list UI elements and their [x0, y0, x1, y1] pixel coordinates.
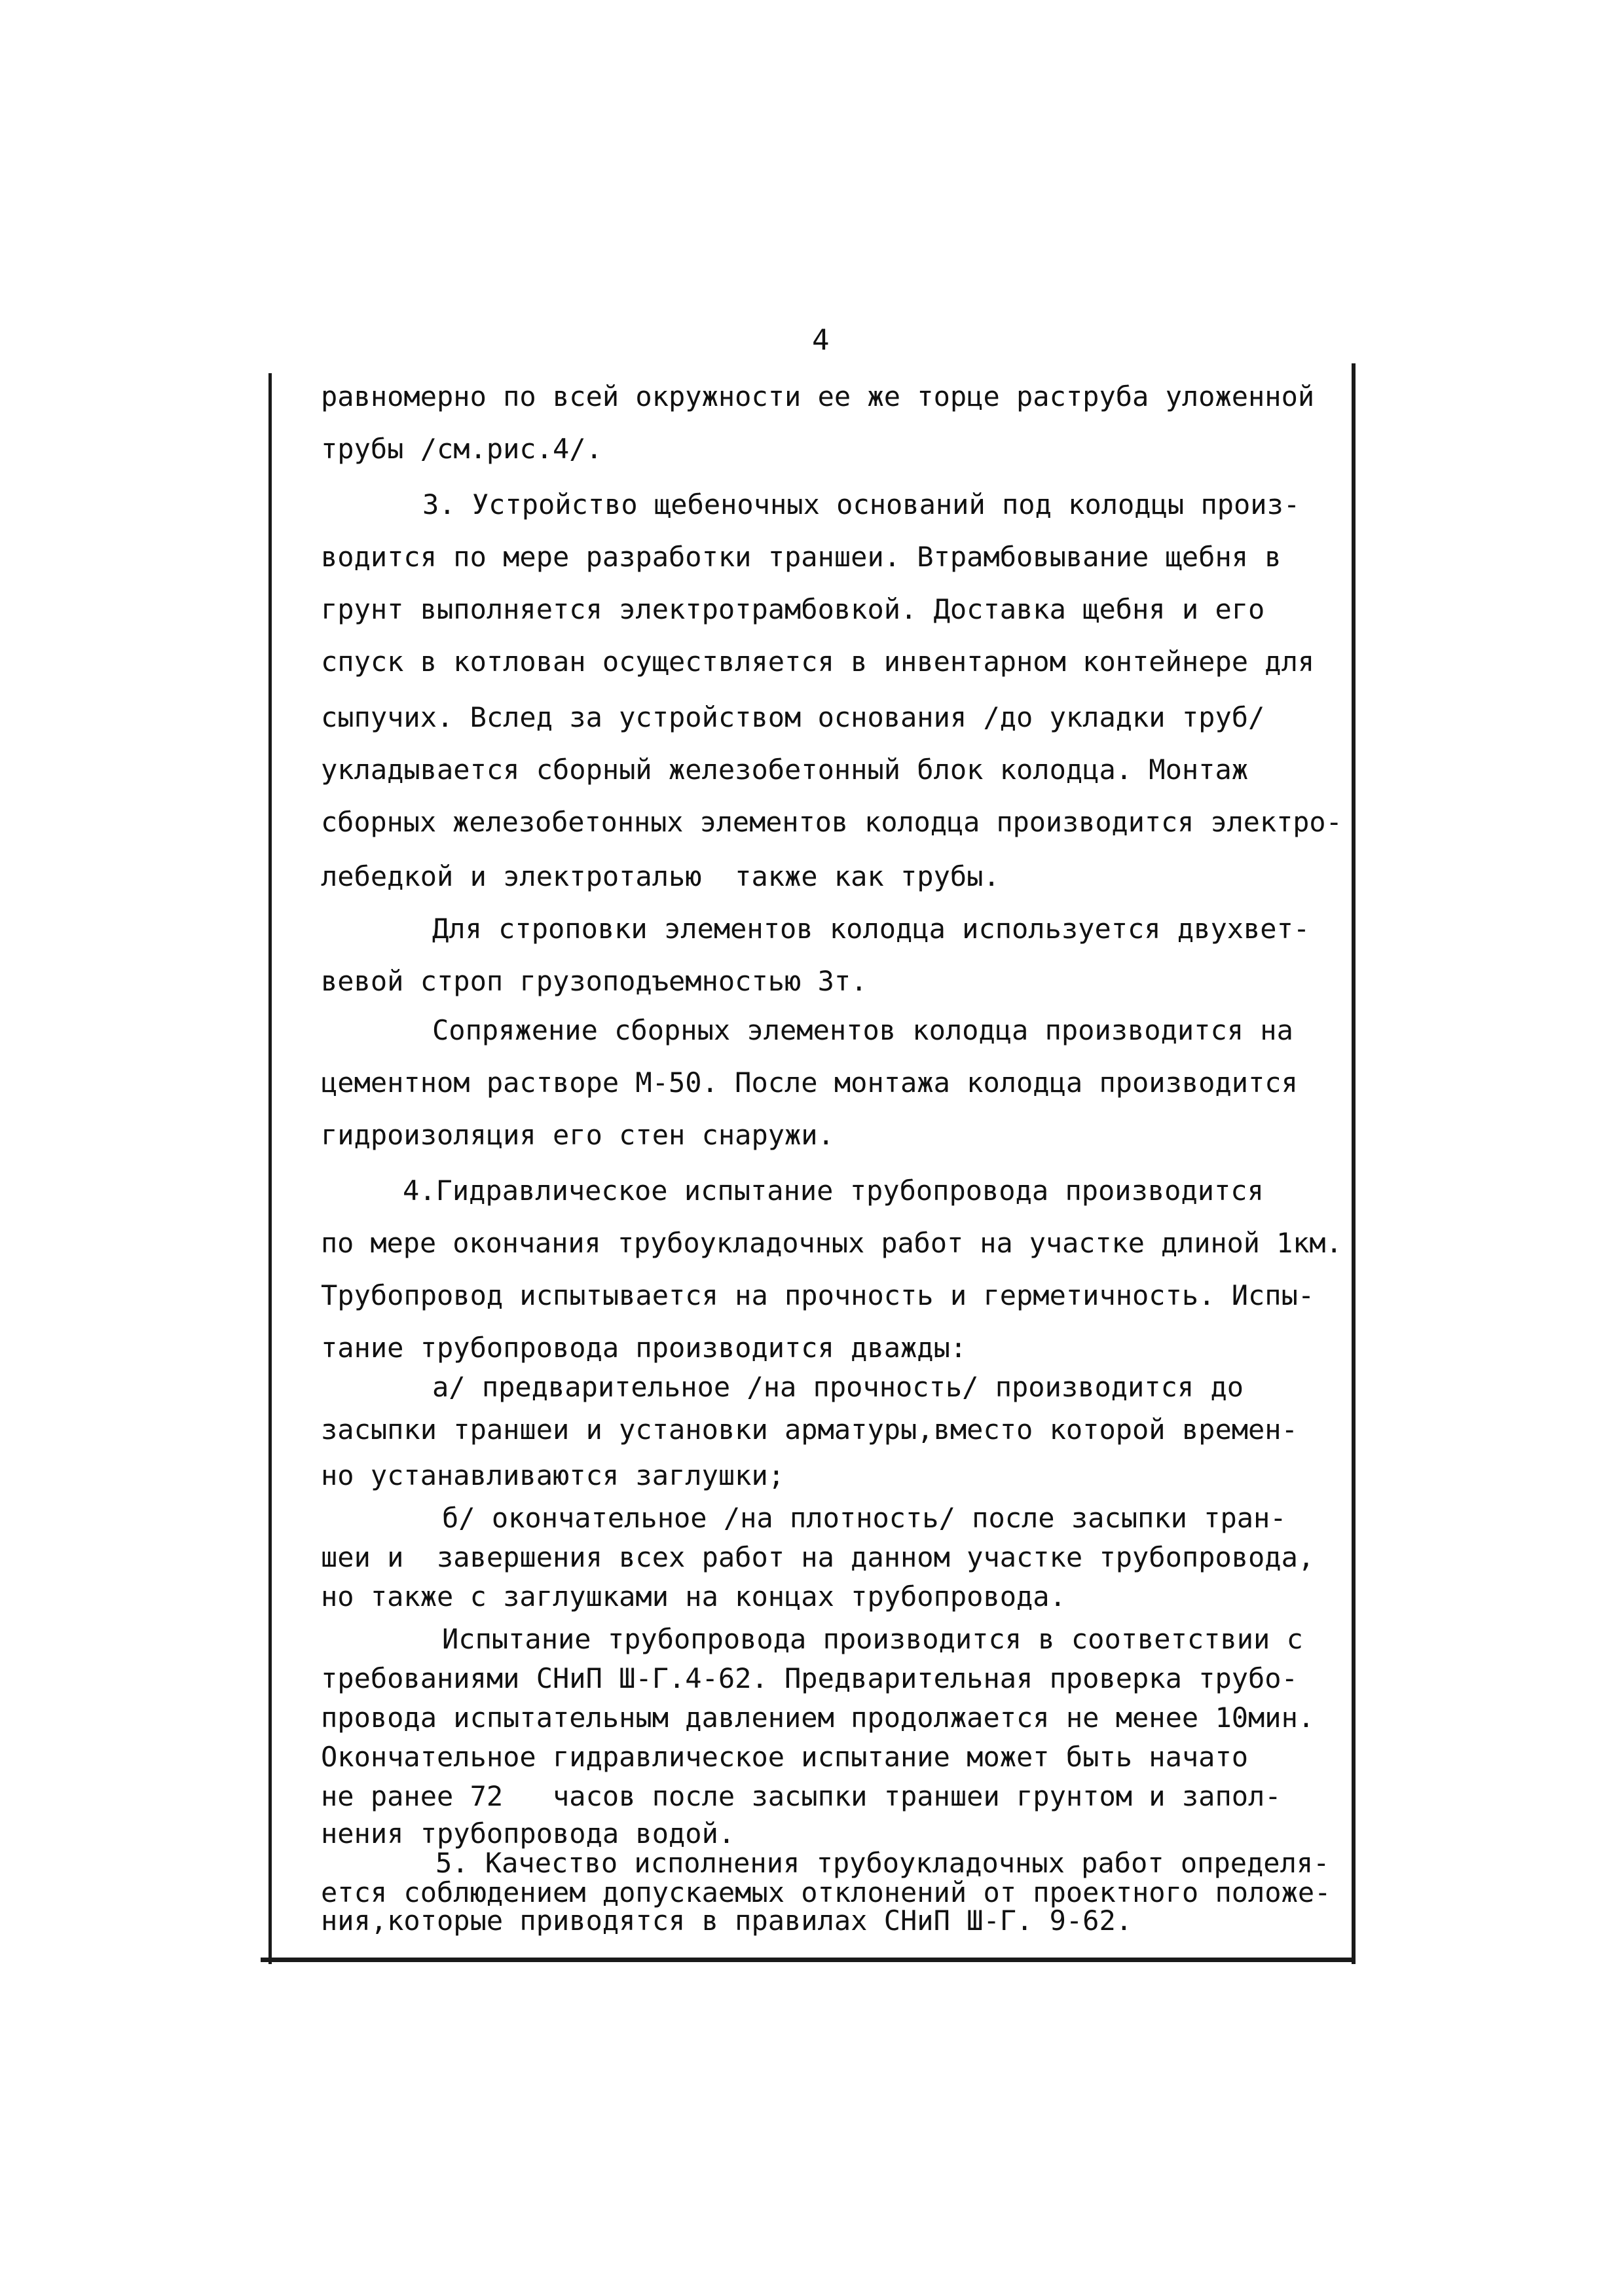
text-line: б/ окончательное /на плотность/ после засыпки тран-	[442, 1502, 1287, 1534]
text-line: водится по мере разработки траншеи. Втрамбовывание щебня в	[321, 541, 1282, 573]
text-line: по мере окончания трубоукладочных работ на участке длиной 1км.	[321, 1227, 1342, 1259]
text-line: лебедкой и электроталью также как трубы.	[321, 860, 1000, 892]
text-line: вевой строп грузоподъемностью 3т.	[321, 965, 868, 997]
page-frame-left-border	[268, 373, 272, 1964]
text-line: трубы /см.рис.4/.	[321, 433, 602, 465]
text-line: нения трубопровода водой.	[321, 1817, 735, 1850]
text-line: ния,которые приводятся в правилах СНиП Ш-Г. 9-62.	[321, 1904, 1133, 1937]
text-line: Окончательное гидравлическое испытание может быть начато	[321, 1741, 1249, 1773]
page-frame-bottom-border	[261, 1958, 1356, 1962]
text-line: тание трубопровода производится дважды:	[321, 1332, 967, 1364]
text-line: шеи и завершения всех работ на данном участке трубопровода,	[321, 1541, 1315, 1573]
text-line: ется соблюдением допускаемых отклонений от проектного положе-	[321, 1876, 1331, 1908]
text-line: гидроизоляция его стен снаружи.	[321, 1119, 834, 1151]
page-frame-right-border	[1352, 363, 1356, 1964]
text-line: а/ предварительное /на прочность/ производится до	[432, 1371, 1244, 1403]
text-line: засыпки траншеи и установки арматуры,вместо которой времен-	[321, 1413, 1298, 1446]
text-line: 3. Устройство щебеночных оснований под колодцы произ-	[422, 488, 1301, 520]
text-line: требованиями СНиП Ш-Г.4-62. Предварительная проверка трубо-	[321, 1662, 1298, 1694]
page-number: 4	[812, 323, 830, 357]
text-line: равномерно по всей окружности ее же торце раструба уложенной	[321, 380, 1315, 412]
text-line: но устанавливаются заглушки;	[321, 1459, 785, 1491]
text-line: но также с заглушками на концах трубопровода.	[321, 1580, 1066, 1613]
text-line: Для строповки элементов колодца используется двухвет-	[432, 913, 1310, 945]
text-line: укладывается сборный железобетонный блок колодца. Монтаж	[321, 754, 1249, 786]
text-line: 5. Качество исполнения трубоукладочных работ определя-	[435, 1847, 1330, 1879]
text-line: Сопряжение сборных элементов колодца производится на	[432, 1014, 1293, 1046]
text-line: Трубопровод испытывается на прочность и герметичность. Испы-	[321, 1279, 1315, 1311]
text-line: грунт выполняется электротрамбовкой. Доставка щебня и его	[321, 593, 1265, 625]
text-line: сборных железобетонных элементов колодца производится электро-	[321, 806, 1342, 838]
text-line: не ранее 72 часов после засыпки траншеи грунтом и запол-	[321, 1780, 1282, 1812]
text-line: провода испытательным давлением продолжается не менее 10мин.	[321, 1702, 1315, 1734]
text-line: Испытание трубопровода производится в соответствии с	[442, 1623, 1303, 1655]
text-line: цементном растворе М-50. После монтажа колодца производится	[321, 1066, 1298, 1099]
text-line: сыпучих. Вслед за устройством основания /до укладки труб/	[321, 701, 1265, 733]
text-line: 4.Гидравлическое испытание трубопровода производится	[403, 1175, 1264, 1207]
text-line: спуск в котлован осуществляется в инвентарном контейнере для	[321, 646, 1315, 678]
